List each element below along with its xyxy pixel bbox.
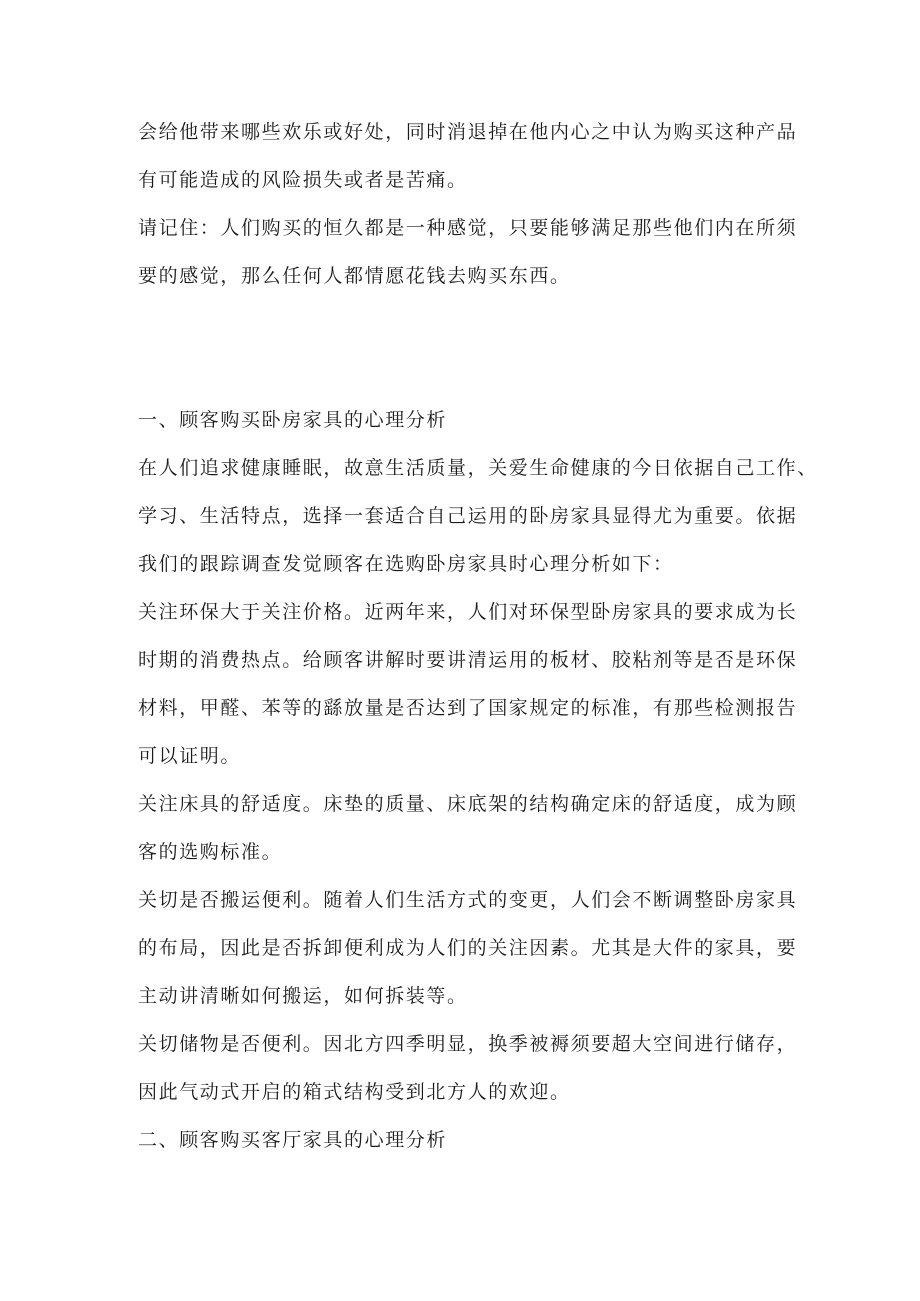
paragraph-line: 请记住：人们购买的恒久都是一种感觉，只要能够满足那些他们内在所须 bbox=[138, 217, 798, 239]
paragraph-line: 有可能造成的风险损失或者是苦痛。 bbox=[138, 169, 468, 191]
paragraph-line: 时期的消费热点。给顾客讲解时要讲清运用的板材、胶粘剂等是否是环保 bbox=[138, 649, 798, 671]
paragraph-line: 主动讲清晰如何搬运，如何拆装等。 bbox=[138, 985, 468, 1007]
paragraph-line: 可以证明。 bbox=[138, 745, 242, 767]
paragraph-line: 关切是否搬运便利。随着人们生活方式的变更，人们会不断调整卧房家具 bbox=[138, 889, 798, 911]
paragraph-line: 学习、生活特点，选择一套适合自己运用的卧房家具显得尤为重要。依据 bbox=[138, 505, 798, 527]
section-heading: 一、顾客购买卧房家具的心理分析 bbox=[138, 409, 448, 431]
paragraph-line: 在人们追求健康睡眠，故意生活质量，关爱生命健康的今日依据自己工作、 bbox=[138, 457, 818, 479]
paragraph-line: 关切储物是否便利。因北方四季明显，换季被褥须要超大空间进行储存， bbox=[138, 1033, 798, 1055]
paragraph-line: 会给他带来哪些欢乐或好处，同时消退掉在他内心之中认为购买这种产品 bbox=[138, 121, 798, 143]
paragraph-line: 关注床具的舒适度。床垫的质量、床底架的结构确定床的舒适度，成为顾 bbox=[138, 793, 798, 815]
paragraph-line: 因此气动式开启的箱式结构受到北方人的欢迎。 bbox=[138, 1081, 571, 1103]
paragraph-line: 的布局，因此是否拆卸便利成为人们的关注因素。尤其是大件的家具，要 bbox=[138, 937, 798, 959]
paragraph-line: 材料，甲醛、苯等的繇放量是否达到了国家规定的标准，有那些检测报告 bbox=[138, 697, 798, 719]
paragraph-line: 要的感觉，那么任何人都情愿花钱去购买东西。 bbox=[138, 265, 571, 287]
paragraph-line: 我们的跟踪调查发觉顾客在选购卧房家具时心理分析如下： bbox=[138, 553, 674, 575]
paragraph-line: 关注环保大于关注价格。近两年来，人们对环保型卧房家具的要求成为长 bbox=[138, 601, 798, 623]
section-heading: 二、顾客购买客厅家具的心理分析 bbox=[138, 1129, 448, 1151]
paragraph-line: 客的选购标准。 bbox=[138, 841, 283, 863]
